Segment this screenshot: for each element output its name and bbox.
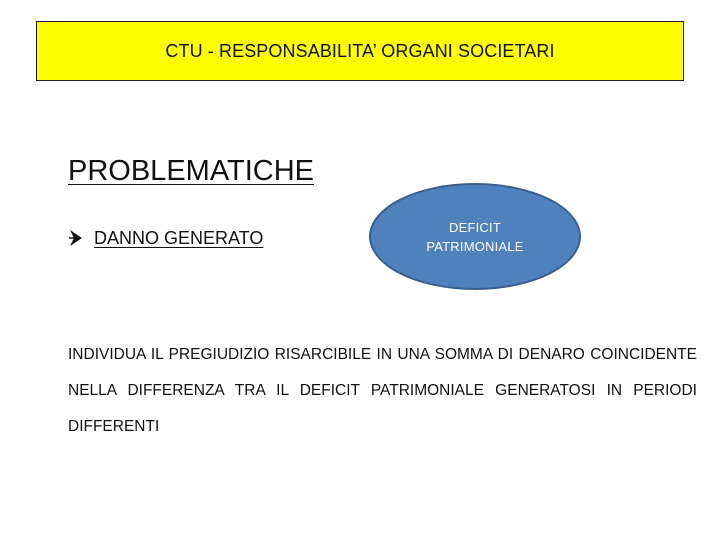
title-box bbox=[36, 21, 684, 81]
body-paragraph: INDIVIDUA IL PREGIUDIZIO RISARCIBILE IN UNA SOMMA DI DENARO COINCIDENTE NELLA DIFFERENZA TRA IL DEFICIT PATRIMONIALE GENERATOSI IN PERIODI DIFFERENTI bbox=[68, 346, 697, 435]
slide-title: CTU - RESPONSABILITA’ ORGANI SOCIETARI bbox=[165, 40, 555, 61]
deficit-ellipse bbox=[369, 183, 581, 290]
section-heading: PROBLEMATICHE bbox=[68, 155, 315, 187]
ellipse-line-2: PATRIMONIALE bbox=[426, 238, 524, 254]
arrow-check-icon bbox=[68, 228, 84, 248]
bullet-label: DANNO GENERATO bbox=[94, 227, 264, 248]
bullet-item bbox=[68, 226, 263, 250]
ellipse-line-1: DEFICIT bbox=[449, 219, 501, 235]
